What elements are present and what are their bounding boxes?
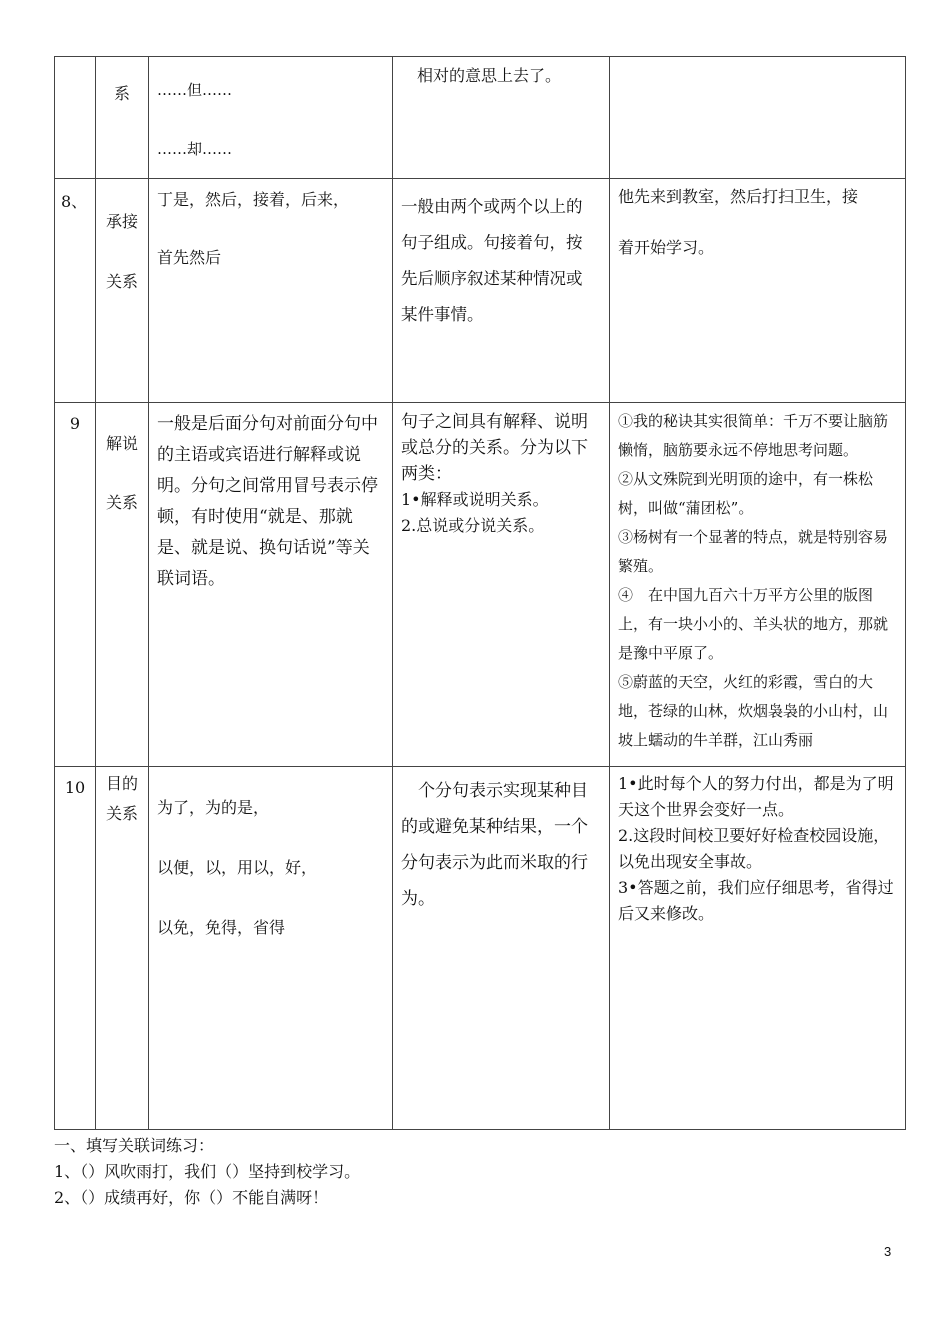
exercise-heading: 一、填写关联词练习： bbox=[54, 1136, 215, 1155]
relation-type-label: 目的 bbox=[105, 774, 138, 793]
table-row bbox=[55, 403, 906, 767]
example-text: ⑤蔚蓝的天空，火红的彩霞，雪白的大地，苍绿的山林，炊烟袅袅的小山村，山坡上蠕动的牛羊群，江山秀丽 bbox=[618, 673, 889, 749]
relation-type-cell bbox=[96, 57, 149, 179]
description-text: 个分句表示实现某种目的或避免某种结果，一个分句表示为此而米取的行为。 bbox=[401, 781, 588, 909]
relation-type-label: 承接 bbox=[105, 212, 138, 231]
exercise-item: 2、（）成绩再好，你（）不能自满呀！ bbox=[54, 1188, 329, 1207]
example-cell bbox=[610, 767, 906, 1130]
description-cell bbox=[393, 57, 610, 179]
conjunction-words: 以便，以，用以，好， bbox=[157, 858, 318, 877]
conjunction-words-cell bbox=[149, 767, 393, 1130]
example-text: 2.这段时间校卫要好好检查校园设施，以免出现安全事故。 bbox=[618, 826, 890, 871]
page-number: 3 bbox=[884, 1244, 892, 1259]
conjunction-words: ……但…… bbox=[157, 81, 233, 99]
example-text: ③杨树有一个显著的特点，就是特别容易繁殖。 bbox=[618, 528, 889, 575]
conjunction-words: 首先然后 bbox=[157, 248, 222, 267]
description-text: 2.总说或分说关系。 bbox=[401, 516, 545, 535]
conjunction-words: 一般是后面分句对前面分句中的主语或宾语进行解释或说明。分句之间常用冒号表示停顿，有时使用“就是、那就是、就是说、换句话说”等关联词语。 bbox=[157, 414, 378, 589]
row-number-cell bbox=[55, 179, 96, 403]
description-cell bbox=[393, 179, 610, 403]
description-text: 一般由两个或两个以上的句子组成。句接着句，按先后顺序叙述某种情况或某件事情。 bbox=[401, 197, 583, 324]
example-cell bbox=[610, 179, 906, 403]
conjunction-words: 以免，免得，省得 bbox=[157, 918, 286, 937]
row-number: 8、 bbox=[61, 192, 88, 211]
example-text: 着开始学习。 bbox=[618, 238, 715, 257]
example-text: ②从文殊院到光明顶的途中，有一株松树，叫做“蒲团松”。 bbox=[618, 470, 874, 517]
example-cell bbox=[610, 403, 906, 767]
example-cell bbox=[610, 57, 906, 179]
relation-type-label: 关系 bbox=[105, 493, 138, 512]
relation-type-label: 关系 bbox=[105, 804, 138, 823]
description-cell bbox=[393, 767, 610, 1130]
relation-type-label: 解说 bbox=[105, 434, 138, 453]
example-text: ①我的秘诀其实很简单：千万不要让脑筋懒惰，脑筋要永远不停地思考问题。 bbox=[618, 412, 889, 459]
description-text: 相对的意思上去了。 bbox=[417, 66, 562, 85]
examples-list bbox=[618, 407, 897, 761]
example-text: 1•此时每个人的努力付出，都是为了明天这个世界会变好一点。 bbox=[618, 774, 894, 819]
example-text: 3•答题之前，我们应仔细思考，省得过后又来修改。 bbox=[618, 878, 894, 923]
row-number-cell bbox=[55, 57, 96, 179]
relation-type-cell bbox=[96, 179, 149, 403]
conjunction-words-cell bbox=[149, 179, 393, 403]
conjunction-words-cell bbox=[149, 57, 393, 179]
row-number: 9 bbox=[69, 414, 81, 433]
conjunction-words: 丁是，然后，接着，后来， bbox=[157, 190, 350, 209]
relation-type-label: 关系 bbox=[105, 272, 138, 291]
row-number-cell bbox=[55, 767, 96, 1130]
example-text: 他先来到教室，然后打扫卫生，接 bbox=[618, 187, 859, 206]
conjunction-table bbox=[54, 56, 906, 1130]
relation-type-cell bbox=[96, 767, 149, 1130]
exercise-section bbox=[54, 1133, 360, 1211]
example-text: ④ 在中国九百六十万平方公里的版图上，有一块小小的、羊头状的地方，那就是豫中平原了。 bbox=[618, 586, 889, 662]
description-text: 1•解释或说明关系。 bbox=[401, 490, 549, 509]
table-row bbox=[55, 57, 906, 179]
table-row bbox=[55, 179, 906, 403]
conjunction-words-cell bbox=[149, 403, 393, 767]
relation-type-label: 系 bbox=[113, 84, 130, 103]
description-text: 句子之间具有解释、说明或总分的关系。分为以下两类： bbox=[401, 412, 588, 484]
description-cell bbox=[393, 403, 610, 767]
conjunction-words: ……却…… bbox=[157, 140, 233, 158]
table-row bbox=[55, 767, 906, 1130]
conjunction-words: 为了，为的是， bbox=[157, 798, 270, 817]
row-number-cell bbox=[55, 403, 96, 767]
relation-type-cell bbox=[96, 403, 149, 767]
row-number: 10 bbox=[64, 778, 86, 797]
exercise-item: 1、（）风吹雨打，我们（）坚持到校学习。 bbox=[54, 1162, 361, 1181]
